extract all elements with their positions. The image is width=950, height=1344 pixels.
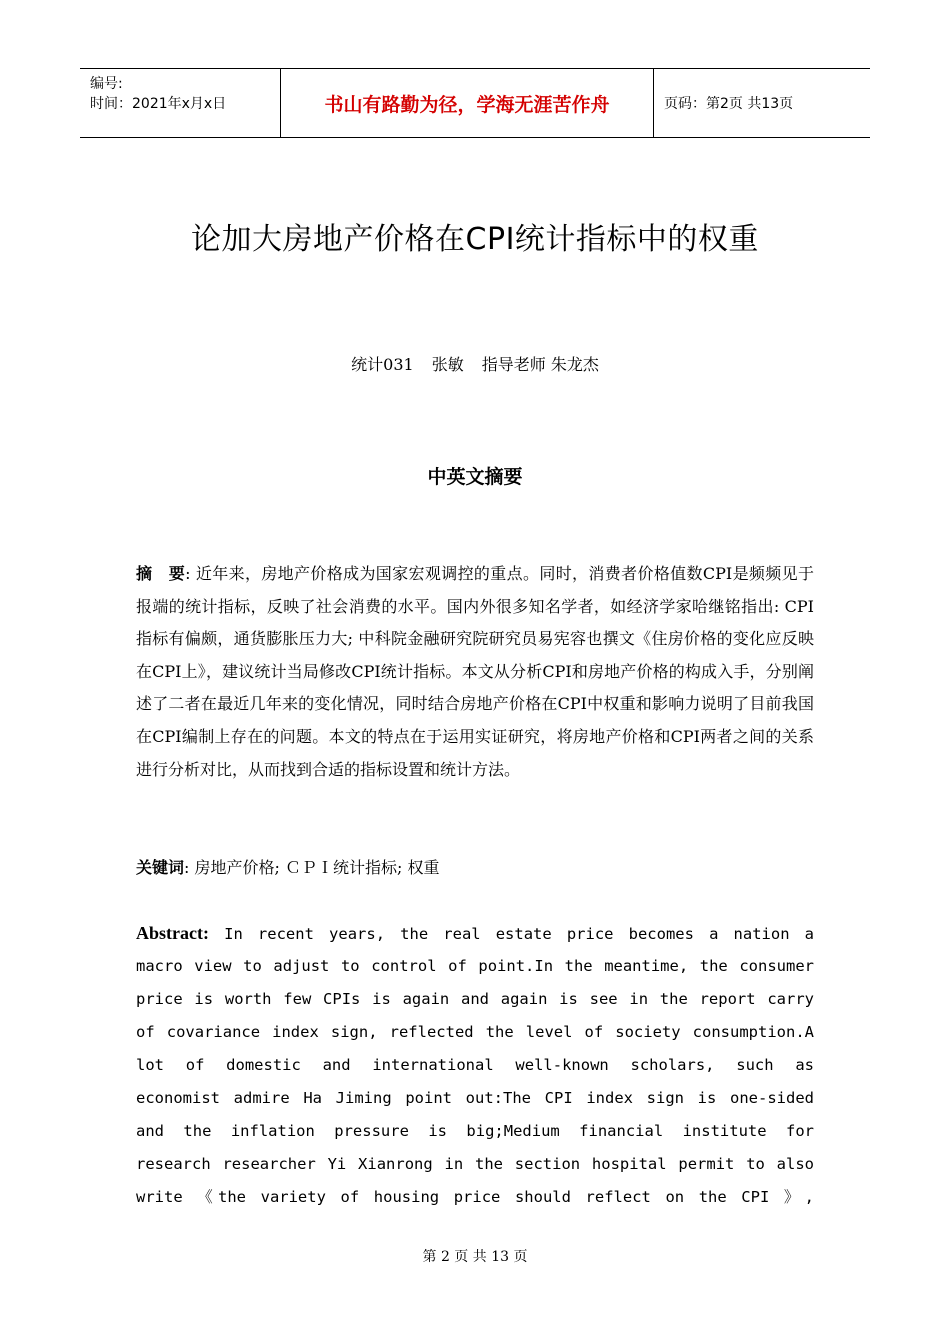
author-name: 张敏 bbox=[431, 355, 464, 374]
abstract-en-line: economist admire Ha Jiming point out:The CPI index sign is one-sided bbox=[136, 1089, 814, 1107]
abstract-en bbox=[136, 917, 814, 1214]
abstract-cn bbox=[136, 558, 814, 786]
abstract-en-line: lot of domestic and international well-known scholars, such as bbox=[136, 1056, 814, 1074]
abstract-en-line: price is worth few CPIs is again and again is see in the report carry bbox=[136, 990, 814, 1008]
page-header bbox=[80, 68, 870, 138]
abstract-en-line: Abstract: In recent years, the real estate price becomes a nation a bbox=[136, 923, 814, 943]
author-advisor: 指导老师 朱龙杰 bbox=[481, 355, 599, 374]
keywords bbox=[136, 852, 814, 884]
abstract-en-line: of covariance index sign, reflected the level of society consumption.A bbox=[136, 1023, 814, 1041]
document-title: 论加大房地产价格在CPI统计指标中的权重 bbox=[191, 222, 759, 257]
abstract-en-line: and the inflation pressure is big;Medium financial institute for bbox=[136, 1122, 814, 1140]
abstract-en-line: macro view to adjust to control of point.In the meantime, the consumer bbox=[136, 957, 814, 975]
keywords-text: : 房地产价格; ＣＰＩ统计指标; 权重 bbox=[184, 858, 440, 877]
header-motto: 书山有路勤为径，学海无涯苦作舟 bbox=[281, 69, 654, 137]
section-heading: 中英文摘要 bbox=[427, 466, 523, 488]
author-class: 统计031 bbox=[351, 355, 414, 374]
header-page-info: 页码：第2页 共13页 bbox=[664, 96, 794, 112]
header-meta bbox=[80, 69, 281, 137]
abstract-cn-text: : 近年来，房地产价格成为国家宏观调控的重点。同时，消费者价格值数CPI是频频见于报端的统计指标，反映了社会消费的水平。国内外很多知名学者，如经济学家哈继铭指出: CPI指标有偏颇，通货膨胀压力大; 中科院金融研究院研究员易宪容也撰文《住房价格的变化应反映在CPI上》，建议统计当局修改CPI统计指标。本文从分析CPI和房地产价格的构成入手，分别阐述了二者在最近几年来的变化情况，同时结合房地产价格在CPI中权重和影响力说明了目前我国在CPI编制上存在的问题。本文的特点在于运用实证研究，将房地产价格和CPI两者之间的关系进行分析对比，从而找到合适的指标设置和统计方法。 bbox=[136, 564, 814, 779]
author-line bbox=[0, 352, 950, 375]
abstract-en-line: write 《the variety of housing price should reflect on the CPI 》, bbox=[136, 1188, 814, 1206]
abstract-en-line: research researcher Yi Xianrong in the section hospital permit to also bbox=[136, 1155, 814, 1173]
abstract-en-label: Abstract: bbox=[136, 923, 209, 943]
time-label: 时间：2021年x月x日 bbox=[90, 96, 227, 112]
keywords-label: 关键词 bbox=[136, 858, 185, 877]
number-label: 编号: bbox=[90, 76, 123, 92]
abstract-cn-label: 摘 要 bbox=[136, 564, 186, 583]
page-footer: 第 2 页 共 13 页 bbox=[422, 1249, 528, 1265]
